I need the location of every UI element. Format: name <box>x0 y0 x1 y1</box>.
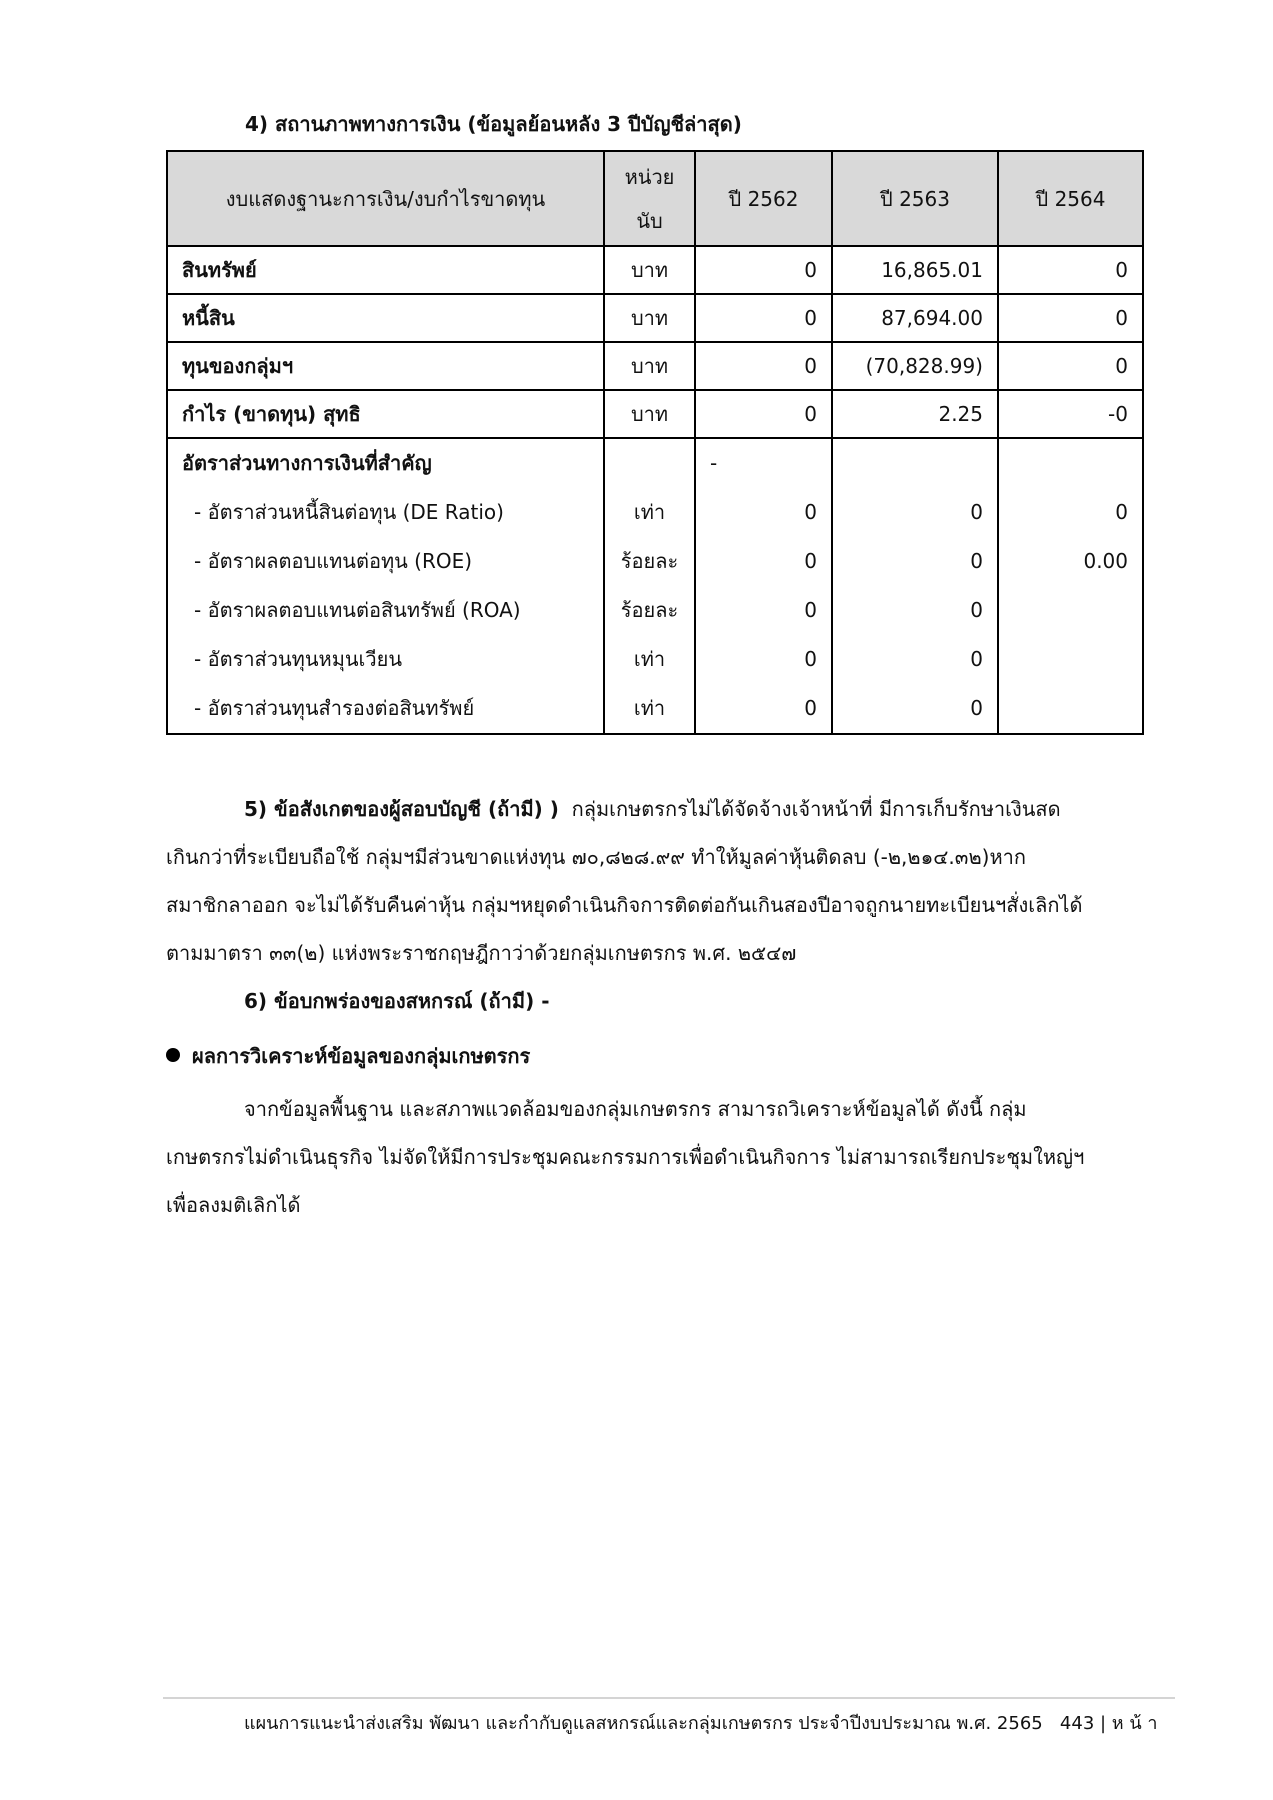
analysis-heading <box>166 1040 530 1072</box>
financial-status-table <box>166 150 1144 735</box>
table-row-liabilities <box>167 294 1143 342</box>
analysis-heading-text: ผลการวิเคราะห์ข้อมูลของกลุ่มเกษตรกร <box>192 1044 531 1068</box>
row-value-2563: 16,865.01 <box>832 246 998 294</box>
ratio-unit: เท่า <box>633 500 666 524</box>
ratio-value: 0 <box>970 598 983 622</box>
ratio-heading-dash: - <box>710 451 718 475</box>
ratio-value: 0 <box>804 598 817 622</box>
ratio-heading-unit <box>619 439 680 488</box>
auditor-notes-line4: ตามมาตรา ๓๓(๒) แห่งพระราชกฤษฎีกาว่าด้วยกลุ่มเกษตรกร พ.ศ. ๒๕๔๗ <box>166 941 797 965</box>
ratio-values-2564 <box>998 438 1143 734</box>
row-value-2564: 0 <box>998 246 1143 294</box>
row-value-2563: 2.25 <box>832 390 998 438</box>
header-year-2563: ปี 2563 <box>832 151 998 246</box>
ratio-heading-blank <box>1013 439 1128 488</box>
table-row-assets <box>167 246 1143 294</box>
ratio-unit: เท่า <box>633 696 666 720</box>
ratio-units-cell <box>604 438 695 734</box>
header-unit <box>604 151 695 246</box>
row-item: สินทรัพย์ <box>167 246 604 294</box>
auditor-notes-paragraph <box>166 785 1146 1025</box>
analysis-line3: เพื่อลงมติเลิกได้ <box>166 1193 301 1217</box>
ratio-item-working-capital: - อัตราส่วนทุนหมุนเวียน <box>194 647 403 671</box>
section-4-title: 4) สถานภาพทางการเงิน (ข้อมูลย้อนหลัง 3 ปีบัญชีล่าสุด) <box>245 112 742 136</box>
analysis-line2: เกษตรกรไม่ดำเนินธุรกิจ ไม่จัดให้มีการประชุมคณะกรรมการเพื่อดำเนินกิจการ ไม่สามารถเรียกประชุมใหญ่ฯ <box>166 1145 1085 1169</box>
ratio-value: 0 <box>804 647 817 671</box>
bullet-icon <box>166 1048 180 1062</box>
ratio-heading-blank <box>847 439 983 488</box>
ratio-value: 0 <box>804 549 817 573</box>
header-unit-line1: หน่วย <box>624 164 675 189</box>
page-number: 443 <box>1059 1713 1095 1734</box>
ratio-value: 0 <box>970 647 983 671</box>
analysis-text: จากข้อมูลพื้นฐาน และสภาพแวดล้อมของกลุ่มเกษตรกร สามารถวิเคราะห์ข้อมูลได้ ดังนี้ กลุ่ม <box>244 1097 1027 1121</box>
ratio-item-roe: - อัตราผลตอบแทนต่อทุน (ROE) <box>194 549 473 573</box>
ratio-value: 0 <box>970 549 983 573</box>
row-unit: บาท <box>604 294 695 342</box>
header-unit-line2: นับ <box>636 208 663 233</box>
ratio-value: 0 <box>804 696 817 720</box>
ratio-unit: ร้อยละ <box>620 549 679 573</box>
table-row-net-profit <box>167 390 1143 438</box>
row-value-2564: -0 <box>998 390 1143 438</box>
ratio-item-roa: - อัตราผลตอบแทนต่อสินทรัพย์ (ROA) <box>194 598 521 622</box>
row-value-2564: 0 <box>998 294 1143 342</box>
page-label: | ห น้ า <box>1100 1713 1158 1734</box>
auditor-notes-line3: สมาชิกลาออก จะไม่ได้รับคืนค่าหุ้น กลุ่มฯหยุดดำเนินกิจการติดต่อกันเกินสองปีอาจถูกนายทะเบียนฯสั่งเลิกได้ <box>166 893 1083 917</box>
table-header-row <box>167 151 1143 246</box>
ratio-values-2562 <box>695 438 832 734</box>
footer-text: แผนการแนะนำส่งเสริม พัฒนา และกำกับดูแลสหกรณ์และกลุ่มเกษตรกร ประจำปีงบประมาณ พ.ศ. 2565 <box>244 1713 1043 1734</box>
ratio-value <box>1013 635 1128 684</box>
ratio-heading: อัตราส่วนทางการเงินที่สำคัญ <box>182 451 432 475</box>
row-unit: บาท <box>604 342 695 390</box>
auditor-notes-text: กลุ่มเกษตรกรไม่ได้จัดจ้างเจ้าหน้าที่ มีการเก็บรักษาเงินสด <box>571 797 1061 821</box>
table-row-ratios <box>167 438 1143 734</box>
ratio-unit: ร้อยละ <box>620 598 679 622</box>
row-unit: บาท <box>604 246 695 294</box>
ratio-item-de: - อัตราส่วนหนี้สินต่อทุน (DE Ratio) <box>194 500 504 524</box>
ratio-value: 0.00 <box>1083 549 1128 573</box>
row-value-2564: 0 <box>998 342 1143 390</box>
row-value-2562: 0 <box>695 342 832 390</box>
ratio-value: 0 <box>1115 500 1128 524</box>
ratio-items-cell <box>167 438 604 734</box>
auditor-notes-line1 <box>166 785 1146 833</box>
section-6-line <box>166 977 1146 1025</box>
row-item: กำไร (ขาดทุน) สุทธิ <box>167 390 604 438</box>
header-year-2562: ปี 2562 <box>695 151 832 246</box>
row-value-2562: 0 <box>695 246 832 294</box>
auditor-notes-line2: เกินกว่าที่ระเบียบถือใช้ กลุ่มฯมีส่วนขาดแห่งทุน ๗๐,๘๒๘.๙๙ ทำให้มูลค่าหุ้นติดลบ (-๒,๒๑๔.๓๒)หาก <box>166 845 1026 869</box>
section-5-title: 5) ข้อสังเกตของผู้สอบบัญชี (ถ้ามี) ) <box>244 797 559 821</box>
analysis-paragraph <box>166 1085 1146 1229</box>
analysis-line1 <box>166 1085 1146 1133</box>
row-item: ทุนของกลุ่มฯ <box>167 342 604 390</box>
row-value-2562: 0 <box>695 390 832 438</box>
row-value-2563: 87,694.00 <box>832 294 998 342</box>
row-value-2562: 0 <box>695 294 832 342</box>
header-year-2564: ปี 2564 <box>998 151 1143 246</box>
ratio-values-2563 <box>832 438 998 734</box>
ratio-value <box>1013 586 1128 635</box>
ratio-unit: เท่า <box>633 647 666 671</box>
ratio-value: 0 <box>970 696 983 720</box>
ratio-item-reserve: - อัตราส่วนทุนสำรองต่อสินทรัพย์ <box>194 696 475 720</box>
footer-divider <box>163 1697 1175 1699</box>
row-value-2563: (70,828.99) <box>832 342 998 390</box>
ratio-value: 0 <box>804 500 817 524</box>
table-row-equity <box>167 342 1143 390</box>
row-unit: บาท <box>604 390 695 438</box>
ratio-value: 0 <box>970 500 983 524</box>
ratio-value <box>1013 684 1128 733</box>
section-6-title: 6) ข้อบกพร่องของสหกรณ์ (ถ้ามี) - <box>244 989 550 1013</box>
page-footer <box>244 1708 1158 1737</box>
row-item: หนี้สิน <box>167 294 604 342</box>
header-item: งบแสดงฐานะการเงิน/งบกำไรขาดทุน <box>167 151 604 246</box>
